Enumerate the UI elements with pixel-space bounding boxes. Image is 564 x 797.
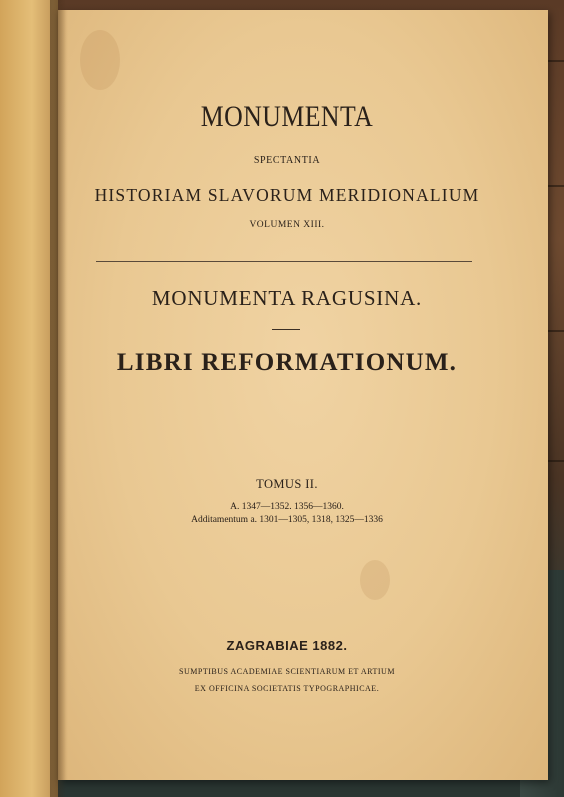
page-stain	[80, 30, 120, 90]
main-title: MONUMENTA	[200, 100, 374, 133]
printer-line: EX OFFICINA SOCIETATIS TYPOGRAPHICAE.	[194, 684, 380, 693]
spectantia-line: SPECTANTIA	[253, 155, 321, 166]
series-subtitle: MONUMENTA RAGUSINA.	[151, 286, 423, 310]
spine-shadow	[50, 0, 66, 797]
publisher-line: SUMPTIBUS ACADEMIAE SCIENTIARUM ET ARTIUM	[179, 667, 395, 676]
divider-rule	[96, 261, 472, 262]
volume-number: VOLUMEN XIII.	[249, 220, 325, 230]
additamentum-line: Additamentum a. 1301—1305, 1318, 1325—1336	[191, 515, 383, 525]
historiam-line: HISTORIAM SLAVORUM MERIDIONALIUM	[94, 185, 480, 205]
page-stain	[360, 560, 390, 600]
short-divider	[272, 329, 300, 330]
imprint-place-year: ZAGRABIAE 1882.	[226, 638, 348, 653]
years-line: A. 1347—1352. 1356—1360.	[230, 502, 344, 512]
tome-number: TOMUS II.	[256, 477, 318, 491]
work-title: LIBRI REFORMATIONUM.	[116, 349, 458, 376]
